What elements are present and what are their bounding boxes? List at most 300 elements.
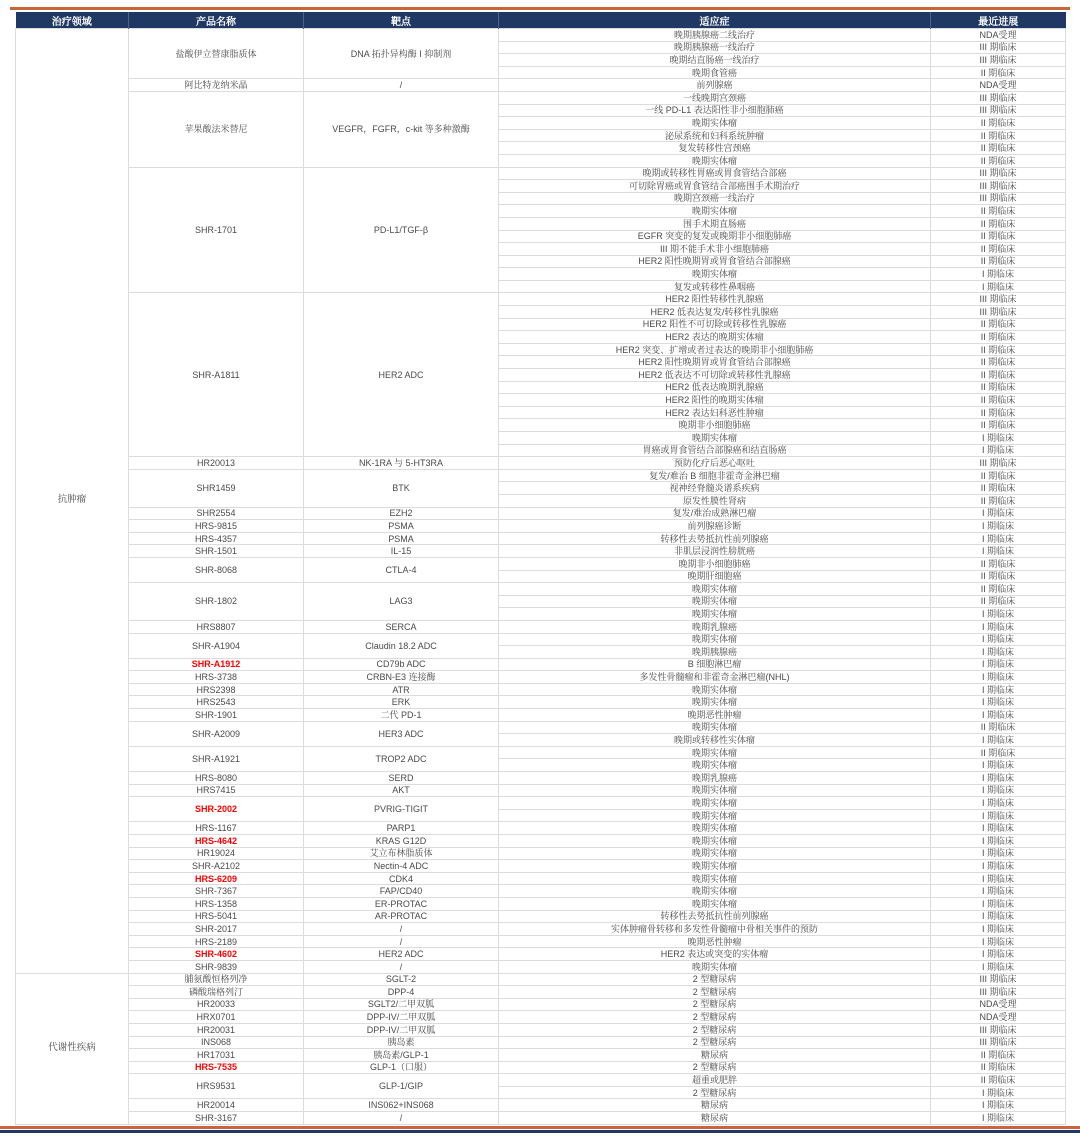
target-cell: GLP-1（口服） <box>304 1061 499 1074</box>
progress-cell: III 期临床 <box>931 54 1066 67</box>
target-cell: PARP1 <box>304 822 499 835</box>
product-name-cell: HRS-9815 <box>129 520 304 533</box>
progress-cell: I 期临床 <box>931 809 1066 822</box>
product-name-cell: SHR-7367 <box>129 885 304 898</box>
top-accent-line <box>10 7 1070 10</box>
table-row <box>16 1049 1066 1062</box>
indication-cell: 实体肿瘤骨转移和多发性骨髓瘤中骨相关事件的预防 <box>499 923 931 936</box>
target-cell: Claudin 18.2 ADC <box>304 633 499 658</box>
bottom-navy-line <box>0 1130 1080 1133</box>
progress-cell: II 期临床 <box>931 469 1066 482</box>
product-name-cell: SHR1459 <box>129 469 304 507</box>
table-row <box>16 709 1066 722</box>
indication-cell: 晚期实体瘤 <box>499 960 931 973</box>
table-container <box>0 12 1080 1125</box>
indication-cell: 晚期实体瘤 <box>499 633 931 646</box>
progress-cell: I 期临床 <box>931 1112 1066 1125</box>
progress-cell: II 期临床 <box>931 746 1066 759</box>
progress-cell: I 期临床 <box>931 897 1066 910</box>
target-cell: INS062+INS068 <box>304 1099 499 1112</box>
indication-cell: 晚期恶性肿瘤 <box>499 709 931 722</box>
table-row <box>16 469 1066 482</box>
indication-cell: EGFR 突变的复发或晚期非小细胞肺癌 <box>499 230 931 243</box>
pipeline-table-page <box>0 7 1080 1133</box>
table-row <box>16 1023 1066 1036</box>
indication-cell: 晚期肝细胞癌 <box>499 570 931 583</box>
target-cell: AR-PROTAC <box>304 910 499 923</box>
target-cell: PSMA <box>304 532 499 545</box>
target-cell: 二代 PD-1 <box>304 709 499 722</box>
progress-cell: II 期临床 <box>931 381 1066 394</box>
table-row <box>16 583 1066 596</box>
indication-cell: 围手术期直肠癌 <box>499 217 931 230</box>
table-row <box>16 772 1066 785</box>
table-row <box>16 658 1066 671</box>
table-row <box>16 784 1066 797</box>
progress-cell: I 期临床 <box>931 797 1066 810</box>
product-name-cell: HR20013 <box>129 457 304 470</box>
progress-cell: II 期临床 <box>931 419 1066 432</box>
target-cell: 胰岛素 <box>304 1036 499 1049</box>
indication-cell: 转移性去势抵抗性前列腺癌 <box>499 910 931 923</box>
product-name-cell: HRS-7535 <box>129 1061 304 1074</box>
progress-cell: I 期临床 <box>931 280 1066 293</box>
product-name-cell: HRS-4357 <box>129 532 304 545</box>
target-cell: HER2 ADC <box>304 948 499 961</box>
progress-cell: II 期临床 <box>931 230 1066 243</box>
product-name-cell: SHR-2017 <box>129 923 304 936</box>
product-name-cell: SHR-A1912 <box>129 658 304 671</box>
indication-cell: 2 型糖尿病 <box>499 973 931 986</box>
progress-cell: II 期临床 <box>931 129 1066 142</box>
indication-cell: 泌尿系统和妇科系统肿瘤 <box>499 129 931 142</box>
indication-cell: 晚期实体瘤 <box>499 154 931 167</box>
drug-pipeline-table <box>15 12 1066 1125</box>
product-name-cell: HRS8807 <box>129 620 304 633</box>
therapy-area-cell: 代谢性疾病 <box>16 973 129 1124</box>
progress-cell: III 期临床 <box>931 973 1066 986</box>
target-cell: PVRIG-TIGIT <box>304 797 499 822</box>
target-cell: / <box>304 935 499 948</box>
product-name-cell: 阿比特龙纳米晶 <box>129 79 304 92</box>
target-cell: / <box>304 960 499 973</box>
header-product-name: 产品名称 <box>129 12 304 29</box>
progress-cell: NDA受理 <box>931 1011 1066 1024</box>
target-cell: HER3 ADC <box>304 721 499 746</box>
table-row <box>16 872 1066 885</box>
target-cell: DNA 拓扑异构酶 I 抑制剂 <box>304 29 499 79</box>
progress-cell: I 期临床 <box>931 520 1066 533</box>
table-row <box>16 545 1066 558</box>
progress-cell: II 期临床 <box>931 369 1066 382</box>
indication-cell: HER2 阳性晚期胃或胃食管结合部腺癌 <box>499 356 931 369</box>
progress-cell: II 期临床 <box>931 343 1066 356</box>
progress-cell: I 期临床 <box>931 709 1066 722</box>
product-name-cell: HRS-1358 <box>129 897 304 910</box>
product-name-cell: HR19024 <box>129 847 304 860</box>
table-row <box>16 923 1066 936</box>
indication-cell: 多发性骨髓瘤和非霍奇金淋巴瘤(NHL) <box>499 671 931 684</box>
progress-cell: II 期临床 <box>931 721 1066 734</box>
table-row <box>16 671 1066 684</box>
progress-cell: I 期临床 <box>931 910 1066 923</box>
table-row <box>16 167 1066 180</box>
product-name-cell: HRS-1167 <box>129 822 304 835</box>
target-cell: ER-PROTAC <box>304 897 499 910</box>
progress-cell: III 期临床 <box>931 91 1066 104</box>
table-row <box>16 29 1066 42</box>
product-name-cell: INS068 <box>129 1036 304 1049</box>
product-name-cell: 盐酸伊立替康脂质体 <box>129 29 304 79</box>
table-header-row <box>16 12 1066 29</box>
indication-cell: 晚期食管癌 <box>499 66 931 79</box>
product-name-cell: HRS2543 <box>129 696 304 709</box>
table-row <box>16 1061 1066 1074</box>
progress-cell: II 期临床 <box>931 356 1066 369</box>
product-name-cell: 磷酸瑞格列汀 <box>129 986 304 999</box>
indication-cell: 糖尿病 <box>499 1112 931 1125</box>
target-cell: DPP-4 <box>304 986 499 999</box>
indication-cell: 晚期或转移性胃癌或胃食管结合部癌 <box>499 167 931 180</box>
target-cell: NK-1RA 与 5-HT3RA <box>304 457 499 470</box>
indication-cell: 前列腺癌诊断 <box>499 520 931 533</box>
progress-cell: I 期临床 <box>931 545 1066 558</box>
progress-cell: II 期临床 <box>931 255 1066 268</box>
progress-cell: NDA受理 <box>931 79 1066 92</box>
indication-cell: 2 型糖尿病 <box>499 1086 931 1099</box>
table-row <box>16 835 1066 848</box>
product-name-cell: HRX0701 <box>129 1011 304 1024</box>
indication-cell: 2 型糖尿病 <box>499 998 931 1011</box>
indication-cell: 2 型糖尿病 <box>499 1036 931 1049</box>
indication-cell: 晚期实体瘤 <box>499 432 931 445</box>
progress-cell: NDA受理 <box>931 29 1066 42</box>
product-name-cell: SHR2554 <box>129 507 304 520</box>
progress-cell: NDA受理 <box>931 998 1066 1011</box>
header-therapy-area: 治疗领域 <box>16 12 129 29</box>
indication-cell: 晚期实体瘤 <box>499 847 931 860</box>
target-cell: PSMA <box>304 520 499 533</box>
progress-cell: III 期临床 <box>931 457 1066 470</box>
progress-cell: II 期临床 <box>931 66 1066 79</box>
progress-cell: II 期临床 <box>931 1061 1066 1074</box>
table-row <box>16 1011 1066 1024</box>
product-name-cell: HR20031 <box>129 1023 304 1036</box>
progress-cell: III 期临床 <box>931 1023 1066 1036</box>
indication-cell: HER2 阳性不可切除或转移性乳腺癌 <box>499 318 931 331</box>
progress-cell: I 期临床 <box>931 696 1066 709</box>
progress-cell: I 期临床 <box>931 772 1066 785</box>
table-row <box>16 885 1066 898</box>
indication-cell: HER2 低表达晚期乳腺癌 <box>499 381 931 394</box>
indication-cell: B 细胞淋巴瘤 <box>499 658 931 671</box>
progress-cell: II 期临床 <box>931 482 1066 495</box>
product-name-cell: SHR-A1811 <box>129 293 304 457</box>
progress-cell: II 期临床 <box>931 494 1066 507</box>
product-name-cell: SHR-8068 <box>129 557 304 582</box>
target-cell: LAG3 <box>304 583 499 621</box>
indication-cell: 晚期实体瘤 <box>499 268 931 281</box>
indication-cell: 可切除胃癌或胃食管结合部癌围手术期治疗 <box>499 180 931 193</box>
progress-cell: I 期临床 <box>931 960 1066 973</box>
target-cell: SGLT-2 <box>304 973 499 986</box>
product-name-cell: SHR-A2009 <box>129 721 304 746</box>
header-latest-progress: 最近进展 <box>931 12 1066 29</box>
progress-cell: III 期临床 <box>931 192 1066 205</box>
target-cell: PD-L1/TGF-β <box>304 167 499 293</box>
progress-cell: I 期临床 <box>931 822 1066 835</box>
product-name-cell: SHR-1501 <box>129 545 304 558</box>
header-target: 靶点 <box>304 12 499 29</box>
table-row <box>16 1074 1066 1087</box>
indication-cell: 一线晚期宫颈癌 <box>499 91 931 104</box>
progress-cell: II 期临床 <box>931 142 1066 155</box>
indication-cell: 2 型糖尿病 <box>499 1011 931 1024</box>
product-name-cell: HR20014 <box>129 1099 304 1112</box>
table-row <box>16 1112 1066 1125</box>
table-row <box>16 557 1066 570</box>
progress-cell: I 期临床 <box>931 835 1066 848</box>
target-cell: SGLT2/二甲双胍 <box>304 998 499 1011</box>
product-name-cell: HRS-2189 <box>129 935 304 948</box>
indication-cell: 复发转移性宫颈癌 <box>499 142 931 155</box>
product-name-cell: HR17031 <box>129 1049 304 1062</box>
indication-cell: 晚期或转移性实体瘤 <box>499 734 931 747</box>
progress-cell: I 期临床 <box>931 633 1066 646</box>
progress-cell: III 期临床 <box>931 1036 1066 1049</box>
product-name-cell: 脯氨酸恒格列净 <box>129 973 304 986</box>
table-row <box>16 696 1066 709</box>
therapy-area-cell: 抗肿瘤 <box>16 29 129 974</box>
indication-cell: 晚期胰腺癌 <box>499 646 931 659</box>
table-row <box>16 897 1066 910</box>
progress-cell: I 期临床 <box>931 734 1066 747</box>
progress-cell: II 期临床 <box>931 117 1066 130</box>
indication-cell: 转移性去势抵抗性前列腺癌 <box>499 532 931 545</box>
progress-cell: I 期临床 <box>931 860 1066 873</box>
product-name-cell: SHR-1701 <box>129 167 304 293</box>
target-cell: HER2 ADC <box>304 293 499 457</box>
progress-cell: I 期临床 <box>931 948 1066 961</box>
product-name-cell: HRS7415 <box>129 784 304 797</box>
product-name-cell: SHR-A1904 <box>129 633 304 658</box>
bottom-accent-line <box>0 1126 1080 1129</box>
product-name-cell: SHR-4602 <box>129 948 304 961</box>
indication-cell: HER2 表达或突变的实体瘤 <box>499 948 931 961</box>
indication-cell: 晚期实体瘤 <box>499 595 931 608</box>
progress-cell: I 期临床 <box>931 658 1066 671</box>
product-name-cell: HR20033 <box>129 998 304 1011</box>
target-cell: SERD <box>304 772 499 785</box>
indication-cell: 晚期宫颈癌一线治疗 <box>499 192 931 205</box>
indication-cell: HER2 低表达不可切除或转移性乳腺癌 <box>499 369 931 382</box>
progress-cell: II 期临床 <box>931 318 1066 331</box>
progress-cell: I 期临床 <box>931 1099 1066 1112</box>
target-cell: Nectin-4 ADC <box>304 860 499 873</box>
indication-cell: 预防化疗后恶心呕吐 <box>499 457 931 470</box>
table-row <box>16 683 1066 696</box>
indication-cell: HER2 阳性的晚期实体瘤 <box>499 394 931 407</box>
table-row <box>16 822 1066 835</box>
table-row <box>16 935 1066 948</box>
progress-cell: II 期临床 <box>931 406 1066 419</box>
indication-cell: HER2 突变、扩增或者过表达的晚期非小细胞肺癌 <box>499 343 931 356</box>
progress-cell: II 期临床 <box>931 1074 1066 1087</box>
product-name-cell: SHR-3167 <box>129 1112 304 1125</box>
indication-cell: 糖尿病 <box>499 1049 931 1062</box>
indication-cell: 晚期实体瘤 <box>499 117 931 130</box>
target-cell: IL-15 <box>304 545 499 558</box>
target-cell: / <box>304 923 499 936</box>
table-row <box>16 973 1066 986</box>
target-cell: / <box>304 1112 499 1125</box>
indication-cell: HER2 表达妇科恶性肿瘤 <box>499 406 931 419</box>
progress-cell: III 期临床 <box>931 306 1066 319</box>
indication-cell: 晚期结直肠癌一线治疗 <box>499 54 931 67</box>
table-row <box>16 948 1066 961</box>
progress-cell: III 期临床 <box>931 180 1066 193</box>
progress-cell: II 期临床 <box>931 1049 1066 1062</box>
product-name-cell: HRS9531 <box>129 1074 304 1099</box>
indication-cell: 晚期实体瘤 <box>499 746 931 759</box>
header-indication: 适应症 <box>499 12 931 29</box>
target-cell: FAP/CD40 <box>304 885 499 898</box>
indication-cell: 晚期实体瘤 <box>499 683 931 696</box>
table-row <box>16 986 1066 999</box>
table-row <box>16 797 1066 810</box>
progress-cell: III 期临床 <box>931 167 1066 180</box>
progress-cell: I 期临床 <box>931 671 1066 684</box>
indication-cell: 非肌层浸润性膀胱癌 <box>499 545 931 558</box>
progress-cell: II 期临床 <box>931 217 1066 230</box>
progress-cell: II 期临床 <box>931 394 1066 407</box>
indication-cell: 复发或转移性鼻咽癌 <box>499 280 931 293</box>
target-cell: SERCA <box>304 620 499 633</box>
target-cell: ATR <box>304 683 499 696</box>
target-cell: BTK <box>304 469 499 507</box>
indication-cell: 胃癌或胃食管结合部腺癌和结直肠癌 <box>499 444 931 457</box>
indication-cell: 复发/难治成熟淋巴瘤 <box>499 507 931 520</box>
table-row <box>16 1099 1066 1112</box>
progress-cell: I 期临床 <box>931 935 1066 948</box>
progress-cell: I 期临床 <box>931 847 1066 860</box>
indication-cell: 2 型糖尿病 <box>499 1023 931 1036</box>
indication-cell: 糖尿病 <box>499 1099 931 1112</box>
progress-cell: I 期临床 <box>931 872 1066 885</box>
table-row <box>16 91 1066 104</box>
indication-cell: 晚期恶性肿瘤 <box>499 935 931 948</box>
progress-cell: II 期临床 <box>931 331 1066 344</box>
table-row <box>16 721 1066 734</box>
indication-cell: 晚期实体瘤 <box>499 784 931 797</box>
table-row <box>16 620 1066 633</box>
table-row <box>16 633 1066 646</box>
progress-cell: I 期临床 <box>931 646 1066 659</box>
indication-cell: 晚期实体瘤 <box>499 885 931 898</box>
table-row <box>16 1036 1066 1049</box>
target-cell: DPP-IV/二甲双胍 <box>304 1023 499 1036</box>
product-name-cell: 苹果酸法米替尼 <box>129 91 304 167</box>
table-row <box>16 79 1066 92</box>
indication-cell: 晚期非小细胞肺癌 <box>499 419 931 432</box>
table-row <box>16 507 1066 520</box>
progress-cell: I 期临床 <box>931 784 1066 797</box>
product-name-cell: SHR-9839 <box>129 960 304 973</box>
indication-cell: 晚期胰腺癌一线治疗 <box>499 41 931 54</box>
target-cell: GLP-1/GIP <box>304 1074 499 1099</box>
indication-cell: 晚期实体瘤 <box>499 759 931 772</box>
progress-cell: I 期临床 <box>931 507 1066 520</box>
indication-cell: 一线 PD-L1 表达阳性非小细胞肺癌 <box>499 104 931 117</box>
product-name-cell: SHR-2002 <box>129 797 304 822</box>
progress-cell: III 期临床 <box>931 104 1066 117</box>
target-cell: CTLA-4 <box>304 557 499 582</box>
indication-cell: 晚期乳腺癌 <box>499 620 931 633</box>
product-name-cell: HRS-3738 <box>129 671 304 684</box>
indication-cell: 晚期实体瘤 <box>499 696 931 709</box>
indication-cell: HER2 低表达复发/转移性乳腺癌 <box>499 306 931 319</box>
progress-cell: I 期临床 <box>931 444 1066 457</box>
progress-cell: II 期临床 <box>931 205 1066 218</box>
progress-cell: I 期临床 <box>931 620 1066 633</box>
indication-cell: 晚期实体瘤 <box>499 608 931 621</box>
table-row <box>16 998 1066 1011</box>
target-cell: 艾立布林脂质体 <box>304 847 499 860</box>
table-row <box>16 847 1066 860</box>
table-row <box>16 860 1066 873</box>
indication-cell: 复发/难治 B 细胞非霍奇金淋巴瘤 <box>499 469 931 482</box>
target-cell: DPP-IV/二甲双胍 <box>304 1011 499 1024</box>
progress-cell: II 期临床 <box>931 557 1066 570</box>
progress-cell: I 期临床 <box>931 923 1066 936</box>
table-row <box>16 960 1066 973</box>
progress-cell: I 期临床 <box>931 683 1066 696</box>
target-cell: CRBN-E3 连接酶 <box>304 671 499 684</box>
progress-cell: I 期临床 <box>931 885 1066 898</box>
indication-cell: 超重或肥胖 <box>499 1074 931 1087</box>
indication-cell: HER2 阳性晚期胃或胃食管结合部腺癌 <box>499 255 931 268</box>
progress-cell: III 期临床 <box>931 41 1066 54</box>
target-cell: TROP2 ADC <box>304 746 499 771</box>
indication-cell: 晚期实体瘤 <box>499 797 931 810</box>
progress-cell: III 期临床 <box>931 293 1066 306</box>
progress-cell: II 期临床 <box>931 243 1066 256</box>
product-name-cell: HRS-6209 <box>129 872 304 885</box>
table-row <box>16 457 1066 470</box>
progress-cell: I 期临床 <box>931 1086 1066 1099</box>
indication-cell: 视神经脊髓炎谱系疾病 <box>499 482 931 495</box>
indication-cell: 晚期实体瘤 <box>499 835 931 848</box>
table-row <box>16 910 1066 923</box>
target-cell: / <box>304 79 499 92</box>
indication-cell: 晚期非小细胞肺癌 <box>499 557 931 570</box>
progress-cell: I 期临床 <box>931 432 1066 445</box>
indication-cell: III 期不能手术非小细胞肺癌 <box>499 243 931 256</box>
indication-cell: 前列腺癌 <box>499 79 931 92</box>
product-name-cell: HRS-8080 <box>129 772 304 785</box>
indication-cell: 晚期实体瘤 <box>499 583 931 596</box>
indication-cell: 晚期实体瘤 <box>499 872 931 885</box>
target-cell: 胰岛素/GLP-1 <box>304 1049 499 1062</box>
progress-cell: II 期临床 <box>931 154 1066 167</box>
indication-cell: 晚期实体瘤 <box>499 822 931 835</box>
progress-cell: I 期临床 <box>931 268 1066 281</box>
target-cell: CDK4 <box>304 872 499 885</box>
product-name-cell: SHR-1802 <box>129 583 304 621</box>
indication-cell: 晚期实体瘤 <box>499 205 931 218</box>
indication-cell: 晚期实体瘤 <box>499 809 931 822</box>
target-cell: EZH2 <box>304 507 499 520</box>
